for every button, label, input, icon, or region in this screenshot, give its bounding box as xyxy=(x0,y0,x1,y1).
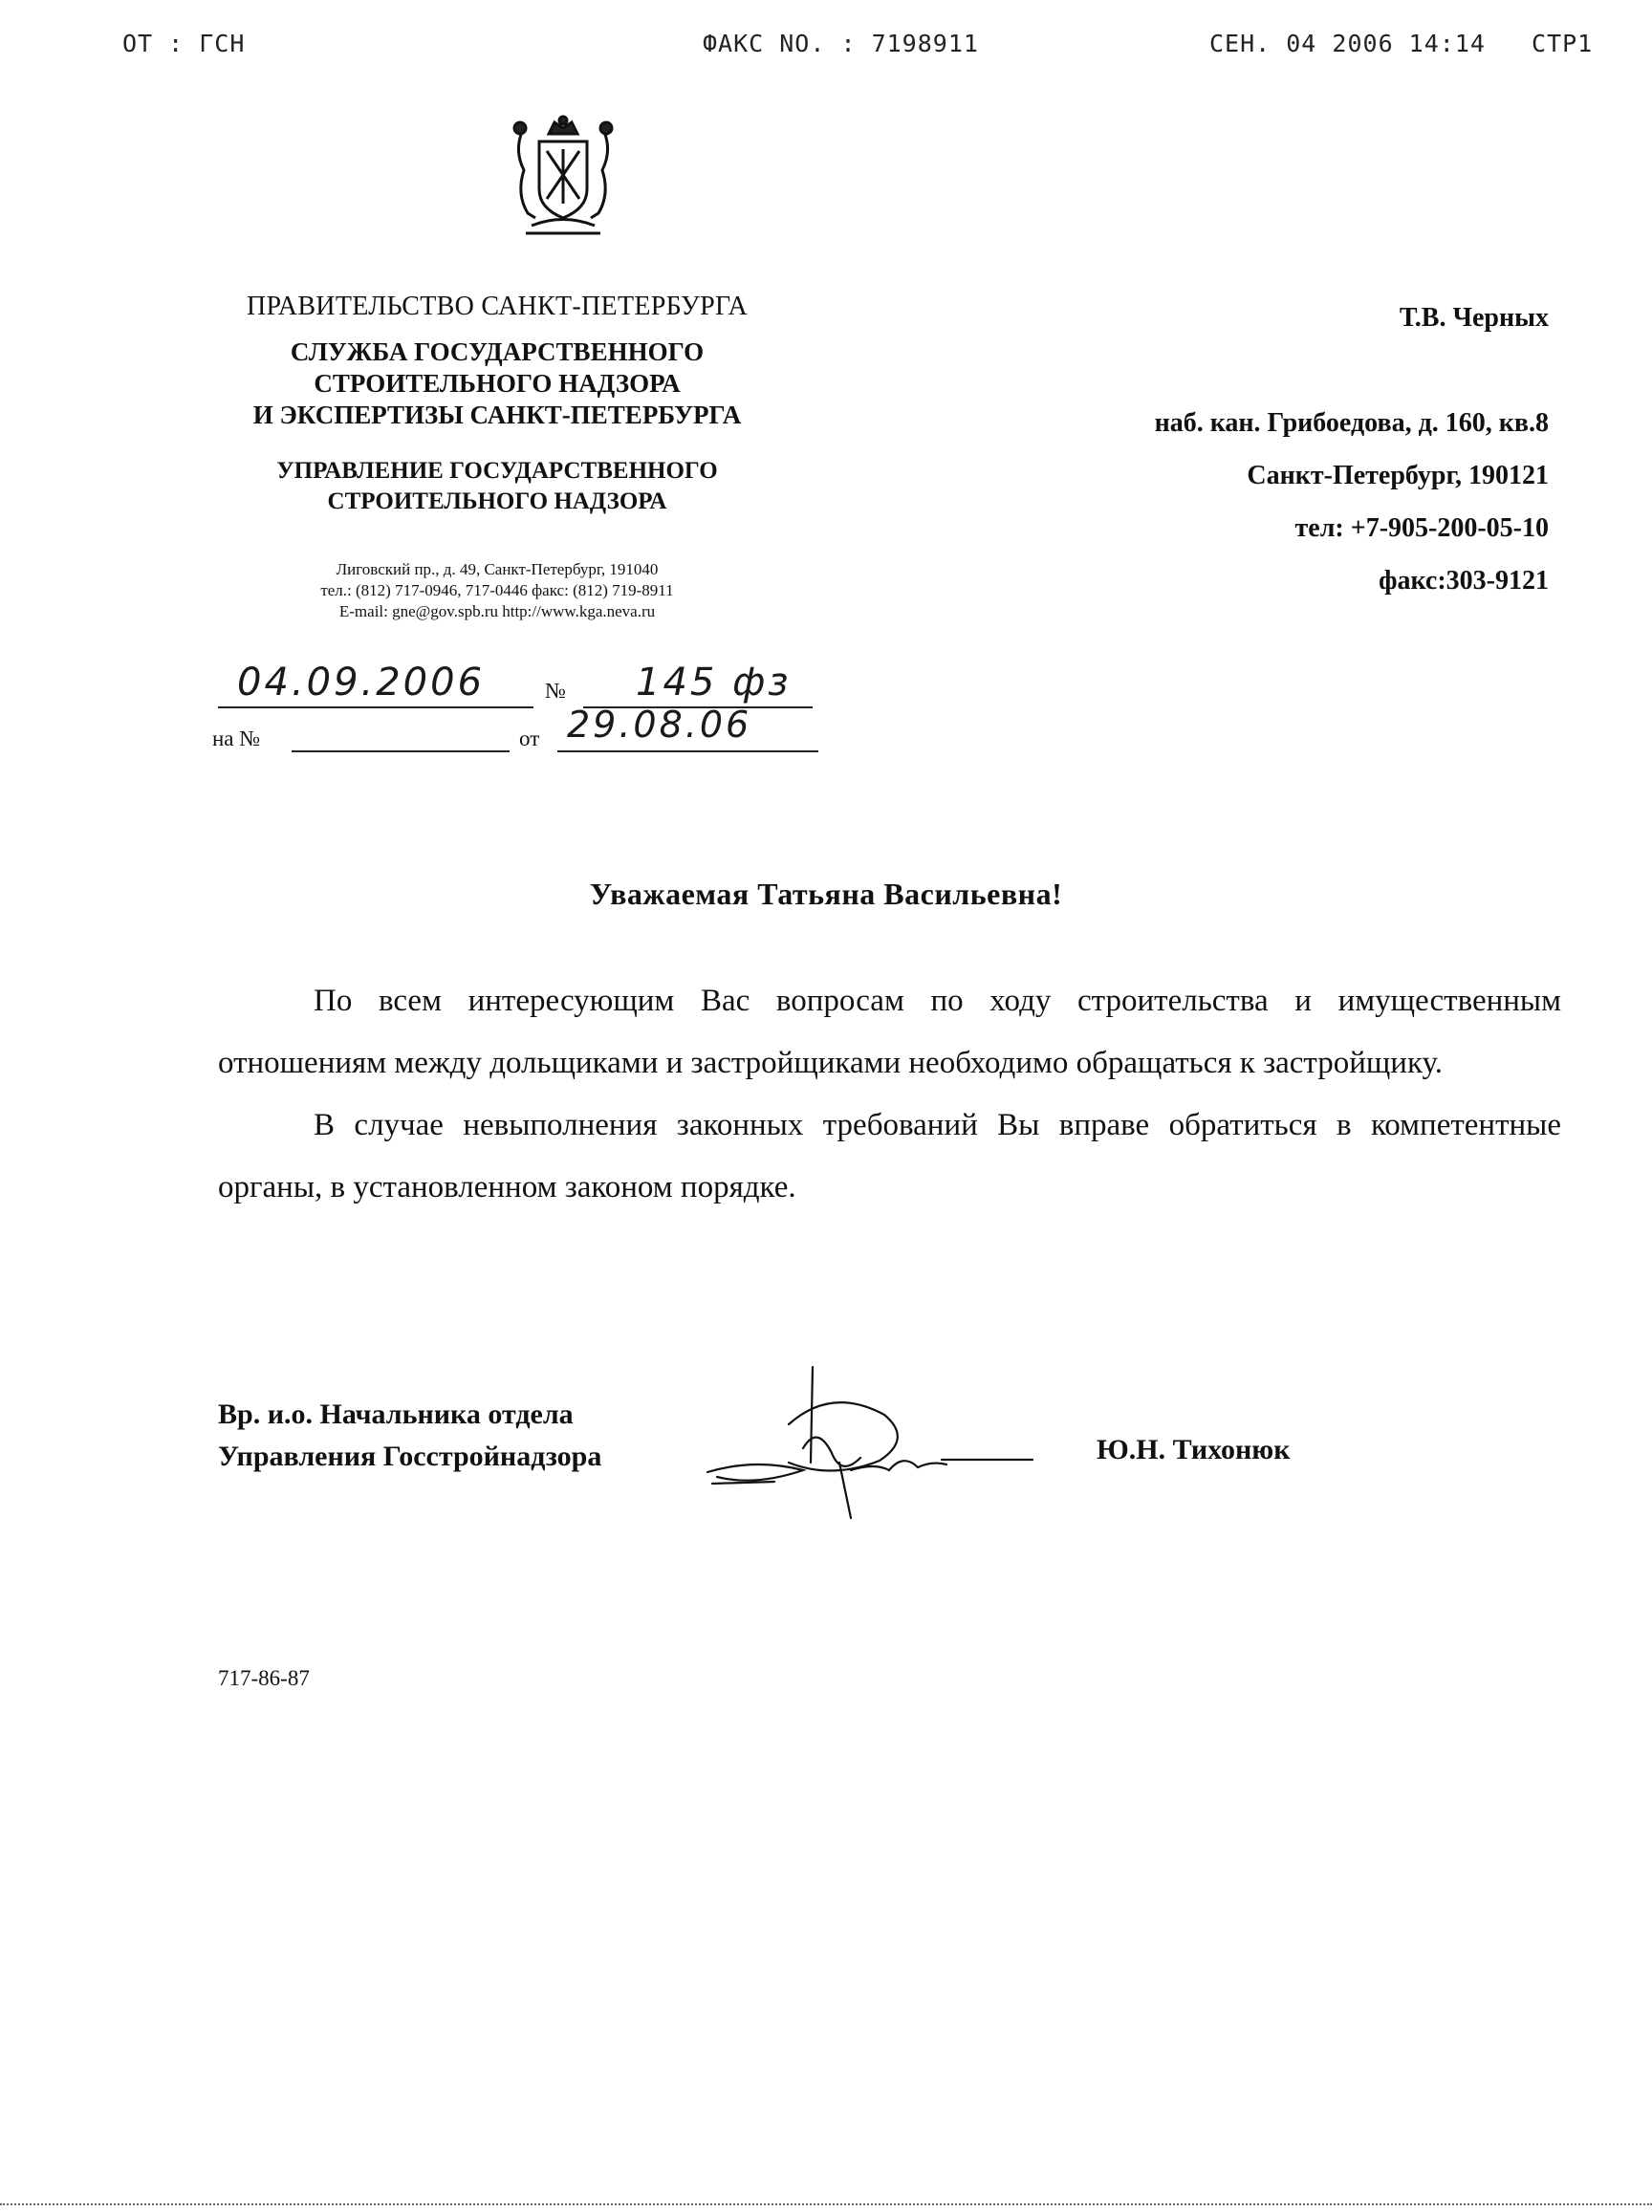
fax-from: ОТ : ГСН xyxy=(122,30,246,57)
signatory-title-line-2: Управления Госстройнадзора xyxy=(218,1441,602,1472)
coat-of-arms-icon xyxy=(507,113,620,237)
outgoing-number: 145 фз xyxy=(636,661,792,705)
service-name-line-2: СТРОИТЕЛЬНОГО НАДЗОРА xyxy=(314,369,681,398)
recipient-phone: тел: +7-905-200-05-10 xyxy=(1294,513,1549,543)
number-label: № xyxy=(545,679,566,703)
sender-address: Лиговский пр., д. 49, Санкт-Петербург, 191040 xyxy=(336,560,659,578)
sender-email: E-mail: gne@gov.spb.ru http://www.kga.neva.ru xyxy=(338,602,656,620)
reference-number-label: на № xyxy=(212,726,261,750)
signatory-title xyxy=(218,1394,601,1478)
recipient-fax: факс:303-9121 xyxy=(1379,566,1549,596)
salutation: Уважаемая Татьяна Васильевна! xyxy=(589,877,1063,911)
fax-number: ФАКС NO. : 7198911 xyxy=(703,30,979,57)
government-name: ПРАВИТЕЛЬСТВО САНКТ-ПЕТЕРБУРГА xyxy=(247,292,748,321)
fax-edge-line xyxy=(0,2203,1652,2205)
outgoing-date: 04.09.2006 xyxy=(237,661,486,705)
department-name-line-2: СТРОИТЕЛЬНОГО НАДЗОРА xyxy=(327,488,667,514)
reference-date-field xyxy=(557,704,818,752)
handwritten-signature xyxy=(698,1357,1042,1529)
reference-date-label: от xyxy=(519,726,540,750)
signer-name: Ю.Н. Тихонюк xyxy=(1097,1434,1291,1465)
reference-date: 29.08.06 xyxy=(567,704,752,746)
service-name-line-3: И ЭКСПЕРТИЗЫ САНКТ-ПЕТЕРБУРГА xyxy=(252,401,742,429)
fax-datetime: СЕН. 04 2006 14:14 xyxy=(1209,30,1486,57)
sender-block xyxy=(191,292,803,622)
outgoing-number-field xyxy=(583,662,813,708)
recipient-city: Санкт-Петербург, 190121 xyxy=(1247,461,1549,490)
body-paragraph: По всем интересующим Вас вопросам по ходу строительства и имущественным отношениям между дольщиками и застройщиками необходимо обращаться к застройщику. xyxy=(218,984,1561,1080)
recipient-name: Т.В. Черных xyxy=(1399,303,1549,333)
fax-page: СТР1 xyxy=(1532,30,1594,57)
department-name-line-1: УПРАВЛЕНИЕ ГОСУДАРСТВЕННОГО xyxy=(276,458,718,484)
recipient-address: наб. кан. Грибоедова, д. 160, кв.8 xyxy=(1154,408,1549,438)
outgoing-date-field xyxy=(218,662,533,708)
service-name-line-1: СЛУЖБА ГОСУДАРСТВЕННОГО xyxy=(290,337,705,366)
footer-phone: 717-86-87 xyxy=(218,1666,310,1690)
body-paragraph: В случае невыполнения законных требований Вы вправе обратиться в компетентные органы, в установленном законом порядке. xyxy=(218,1108,1561,1204)
signatory-title-line-1: Вр. и.о. Начальника отдела xyxy=(218,1399,574,1430)
sender-phones: тел.: (812) 717-0946, 717-0446 факс: (812) 719-8911 xyxy=(320,581,674,599)
reference-number-field xyxy=(292,722,510,752)
letter-body xyxy=(218,970,1561,1219)
